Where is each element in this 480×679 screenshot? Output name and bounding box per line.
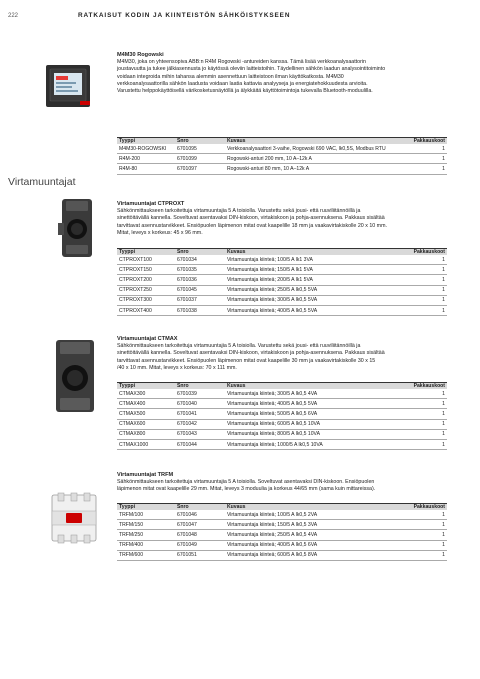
section-description (117, 59, 447, 95)
cell-qty: 1 (403, 275, 447, 285)
table-row (117, 389, 447, 399)
description-line: Mitat, leveys x korkeus: 45 x 96 mm. (117, 229, 203, 236)
table-row (117, 144, 447, 154)
cell-qty: 1 (403, 530, 447, 540)
column-header-desc: Kuvaus (225, 504, 403, 511)
cell-desc: Virtamuuntaja kiinteä; 500/5 A lk0,5 6VA (225, 409, 403, 419)
ctproxt-transformer-image (58, 197, 98, 259)
description-line: voidaan integroida mihin tahansa alemmin asennettuun laitteistoon ilman käyttökatkosta. M4M30 (117, 73, 344, 80)
cell-desc: Virtamuuntaja kiinteä; 100/5 A lk1 3VA (225, 255, 403, 265)
table-row (117, 154, 447, 164)
cell-type: TRFM/100 (117, 510, 175, 520)
description-line: tarvittavat asennustarvikkeet. Ensiöpuolen läpimenon mitat ovat kaapelille 30 mm ja vaakavirtakiskolle 30 x 15 (117, 357, 376, 364)
cell-qty: 1 (403, 540, 447, 550)
cell-snro: 6701039 (175, 389, 225, 399)
cell-type: CTMAX400 (117, 399, 175, 409)
cell-type: R4M-200 (117, 154, 175, 164)
cell-type: M4M30-ROGOWSKI (117, 144, 175, 154)
cell-qty: 1 (403, 144, 447, 154)
section-title: Virtamuuntajat TRFM (117, 472, 174, 478)
cell-type: CTMAX300 (117, 389, 175, 399)
cell-desc: Virtamuuntaja kiinteä; 150/5 A lk1 5VA (225, 265, 403, 275)
description-line: sinettöitävällä kannella. Soveltuvat asentavaksi DIN-kiskoon, virtakiskoon ja pohja-asennuksena. Pakkaus sisältää (117, 215, 385, 222)
cell-snro: 6701099 (175, 154, 225, 164)
table-row (117, 275, 447, 285)
cell-type: CTPROXT200 (117, 275, 175, 285)
cell-snro: 6701036 (175, 275, 225, 285)
cell-qty: 1 (403, 429, 447, 439)
cell-type: CTPROXT150 (117, 265, 175, 275)
cell-desc: Virtamuuntaja kiinteä; 400/5 A lk0,5 5VA (225, 399, 403, 409)
column-header-snro: Snro (175, 138, 225, 145)
table-row (117, 164, 447, 174)
column-header-type: Tyyppi (117, 249, 175, 256)
table-row (117, 409, 447, 419)
table-row (117, 540, 447, 550)
cell-desc: Virtamuuntaja kiinteä; 100/5 A lk0,5 2VA (225, 510, 403, 520)
cell-type: CTMAX500 (117, 409, 175, 419)
description-line: sinettöitävällä kannella. Soveltuvat asentavaksi DIN-kiskoon, virtakiskoon ja pohja-asennuksena. Pakkaus sisältää (117, 350, 385, 357)
column-header-type: Tyyppi (117, 138, 175, 145)
description-line: läpimenon mitat ovat kaapelille 29 mm. Mitat, leveys 3 moduulia ja korkeus 44/65 mm (sama kuin mittareissa). (117, 486, 376, 493)
section-title: Virtamuuntajat CTPROXT (117, 201, 185, 207)
cell-snro: 6701095 (175, 144, 225, 154)
cell-desc: Virtamuuntaja kiinteä; 250/5 A lk0,5 4VA (225, 530, 403, 540)
page-header-title: RATKAISUT KODIN JA KIINTEISTÖN SÄHKÖISTYKSEEN (78, 12, 291, 19)
column-header-type: Tyyppi (117, 383, 175, 390)
section-description (117, 479, 447, 494)
cell-qty: 1 (403, 305, 447, 315)
cell-desc: Rogowski-anturi 80 mm, 10 A–12k A (225, 164, 403, 174)
column-header-snro: Snro (175, 504, 225, 511)
table-row (117, 295, 447, 305)
cell-type: CTMAX800 (117, 429, 175, 439)
table-row (117, 530, 447, 540)
table-row (117, 550, 447, 560)
description-line: Varustettu helppokäyttöisellä värikosketusnäytöllä ja älykkäitä käyttötoimintoja tukevalla Bluetooth-moduulilla. (117, 88, 373, 95)
description-line: /40 x 10 mm. Mitat, leveys x korkeus: 70 x 111 mm. (117, 364, 237, 371)
section-ctmax (117, 335, 447, 372)
product-table-m4m30 (117, 137, 447, 175)
column-header-qty: Pakkauskoot (403, 504, 447, 511)
cell-snro: 6701051 (175, 550, 225, 560)
section-description (117, 208, 447, 237)
cell-type: TRFM/250 (117, 530, 175, 540)
product-table-ctproxt (117, 248, 447, 316)
column-header-qty: Pakkauskoot (403, 249, 447, 256)
column-header-desc: Kuvaus (225, 249, 403, 256)
cell-type: CTMAX600 (117, 419, 175, 429)
cell-qty: 1 (403, 154, 447, 164)
column-header-snro: Snro (175, 249, 225, 256)
trfm-transformer-image (48, 491, 100, 545)
column-header-desc: Kuvaus (225, 138, 403, 145)
cell-desc: Virtamuuntaja kiinteä; 400/5 A lk0,5 5VA (225, 305, 403, 315)
cell-qty: 1 (403, 255, 447, 265)
section-title: M4M30 Rogowski (117, 52, 164, 58)
description-line: verkkoanalysaattorilla sähkön laadusta voidaan laatia kattavia analyyseja ja energiatehokkuudesta arvioita. (117, 80, 368, 87)
table-row (117, 285, 447, 295)
cell-qty: 1 (403, 389, 447, 399)
cell-snro: 6701048 (175, 530, 225, 540)
cell-qty: 1 (403, 265, 447, 275)
section-description (117, 343, 447, 372)
cell-type: TRFM/400 (117, 540, 175, 550)
cell-snro: 6701042 (175, 419, 225, 429)
cell-desc: Verkkoanalysaattori 3-vaihe, Rogowski 690 VAC, lk0,5S, Modbus RTU (225, 144, 403, 154)
cell-snro: 6701043 (175, 429, 225, 439)
m4m30-analyzer-image (44, 63, 94, 111)
column-header-qty: Pakkauskoot (403, 383, 447, 390)
section-trfm (117, 471, 447, 494)
cell-qty: 1 (403, 419, 447, 429)
table-row (117, 399, 447, 409)
cell-desc: Virtamuuntaja kiinteä; 300/5 A lk0,5 4VA (225, 389, 403, 399)
column-header-type: Tyyppi (117, 504, 175, 511)
cell-desc: Virtamuuntaja kiinteä; 200/5 A lk1 5VA (225, 275, 403, 285)
table-row (117, 419, 447, 429)
table-row (117, 255, 447, 265)
cell-type: TRFM/150 (117, 520, 175, 530)
cell-desc: Virtamuuntaja kiinteä; 400/5 A lk0,5 6VA (225, 540, 403, 550)
table-row (117, 510, 447, 520)
cell-qty: 1 (403, 520, 447, 530)
cell-qty: 1 (403, 399, 447, 409)
cell-type: CTPROXT250 (117, 285, 175, 295)
cell-snro: 6701044 (175, 439, 225, 449)
cell-snro: 6701046 (175, 510, 225, 520)
cell-desc: Virtamuuntaja kiinteä; 150/5 A lk0,5 3VA (225, 520, 403, 530)
cell-qty: 1 (403, 285, 447, 295)
product-table-ctmax (117, 382, 447, 450)
column-header-desc: Kuvaus (225, 383, 403, 390)
cell-type: CTPROXT100 (117, 255, 175, 265)
cell-qty: 1 (403, 550, 447, 560)
cell-snro: 6701034 (175, 255, 225, 265)
cell-snro: 6701049 (175, 540, 225, 550)
description-line: tarvittavat asennustarvikkeet. Ensiöpuolen läpimenon mitat ovat kaapelille 18 mm ja vaakavirtakiskolle 20 x 10 mm. (117, 222, 387, 229)
cell-type: CTPROXT300 (117, 295, 175, 305)
cell-type: R4M-80 (117, 164, 175, 174)
description-line: M4M30, joka on yhteensopiva ABB:n R4M Rogowski -antureiden kanssa. Tämä lisää verkkoanalysaattorin (117, 59, 366, 65)
product-table-trfm (117, 503, 447, 561)
cell-desc: Rogowski-anturi 200 mm, 10 A–12k A (225, 154, 403, 164)
cell-snro: 6701035 (175, 265, 225, 275)
table-row (117, 305, 447, 315)
cell-qty: 1 (403, 439, 447, 449)
cell-snro: 6701040 (175, 399, 225, 409)
cell-desc: Virtamuuntaja kiinteä; 1000/5 A lk0,5 10VA (225, 439, 403, 449)
table-row (117, 265, 447, 275)
table-row (117, 429, 447, 439)
cell-snro: 6701045 (175, 285, 225, 295)
cell-desc: Virtamuuntaja kiinteä; 600/5 A lk0,5 10VA (225, 419, 403, 429)
column-header-snro: Snro (175, 383, 225, 390)
cell-desc: Virtamuuntaja kiinteä; 300/5 A lk0,5 5VA (225, 295, 403, 305)
table-row (117, 520, 447, 530)
cell-qty: 1 (403, 164, 447, 174)
cell-type: CTPROXT400 (117, 305, 175, 315)
cell-type: CTMAX1000 (117, 439, 175, 449)
cell-desc: Virtamuuntaja kiinteä; 250/5 A lk0,5 5VA (225, 285, 403, 295)
cell-snro: 6701037 (175, 295, 225, 305)
table-row (117, 439, 447, 449)
cell-snro: 6701047 (175, 520, 225, 530)
description-line: joustavuutta ja tukee jälkiasennusta jo käytössä oleviin laitteistoihin. Täydellinen sähkön laadun analysointitoiminto (117, 66, 386, 73)
cell-type: TRFM/600 (117, 550, 175, 560)
cell-snro: 6701097 (175, 164, 225, 174)
description-line: Sähkönmittaukseen tarkoitettuja virtamuuntajia 5 A toisiolla. Varustettu sekä jousi- että ruuviliitännöillä ja (117, 343, 361, 349)
cell-qty: 1 (403, 295, 447, 305)
section-ctproxt (117, 200, 447, 237)
cell-snro: 6701041 (175, 409, 225, 419)
ctmax-transformer-image (52, 338, 98, 414)
cell-desc: Virtamuuntaja kiinteä; 600/5 A lk0,5 8VA (225, 550, 403, 560)
cell-desc: Virtamuuntaja kiinteä; 800/5 A lk0,5 10VA (225, 429, 403, 439)
section-m4m30 (117, 51, 447, 95)
section-title: Virtamuuntajat CTMAX (117, 336, 178, 342)
description-line: Sähkönmittaukseen tarkoitettuja virtamuuntajia 5 A toisiolla. Soveltuvat asentavaksi DIN-kiskoon. Ensiöpuolen (117, 479, 375, 485)
cell-qty: 1 (403, 409, 447, 419)
column-header-qty: Pakkauskoot (403, 138, 447, 145)
cell-snro: 6701038 (175, 305, 225, 315)
section-heading-virtamuuntajat: Virtamuuntajat (8, 176, 76, 188)
page-number: 222 (8, 13, 19, 19)
cell-qty: 1 (403, 510, 447, 520)
description-line: Sähkönmittaukseen tarkoitettuja virtamuuntajia 5 A toisiolla. Varustettu sekä jousi- että ruuviliitännöillä ja (117, 208, 361, 214)
